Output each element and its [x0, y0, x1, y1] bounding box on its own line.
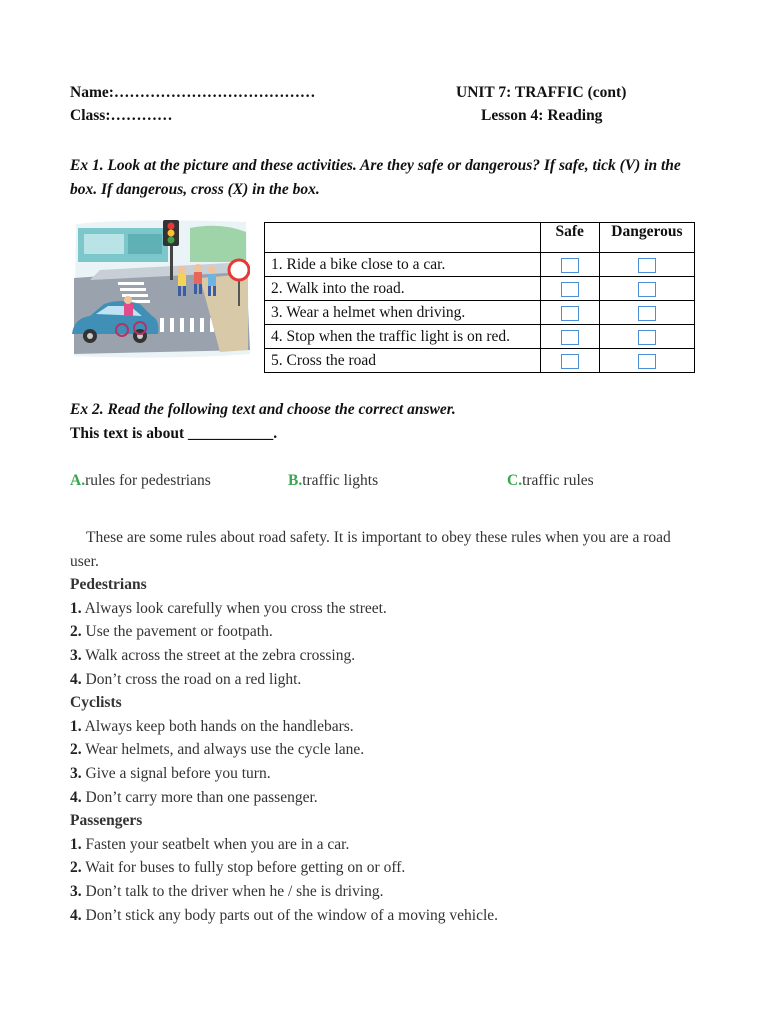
dangerous-checkbox[interactable] — [638, 330, 656, 345]
activity-text: 4. Stop when the traffic light is on red. — [265, 325, 541, 349]
list-item: 1. Always keep both hands on the handlebars. — [70, 717, 354, 735]
option-c[interactable]: C.traffic rules — [507, 472, 594, 489]
activity-text: 1. Ride a bike close to a car. — [265, 253, 541, 277]
safe-checkbox[interactable] — [561, 282, 579, 297]
dangerous-checkbox[interactable] — [638, 354, 656, 369]
header-row-1 — [70, 84, 698, 107]
answer-options — [70, 472, 698, 494]
passage-intro: These are some rules about road safety. It is important to obey these rules when you are a road user. — [70, 529, 671, 570]
list-item: 3. Give a signal before you turn. — [70, 764, 271, 782]
list-item: 2. Wait for buses to fully stop before getting on or off. — [70, 859, 406, 877]
ex2-question: This text is about ___________. — [70, 425, 278, 442]
dangerous-checkbox[interactable] — [638, 258, 656, 273]
list-item: 1. Fasten your seatbelt when you are in a car. — [70, 835, 350, 853]
activity-header — [265, 223, 541, 253]
ex1-instructions: Ex 1. Look at the picture and these activities. Are they safe or dangerous? If safe, tick (V) in the box. If dangerous, cross (X) in the box. — [70, 157, 681, 198]
table-header-row — [265, 223, 695, 253]
lesson-title: Lesson 4: Reading — [481, 107, 603, 124]
name-field-label: Name:………………………………… — [70, 84, 316, 101]
list-item: 1. Always look carefully when you cross the street. — [70, 599, 387, 617]
table-row — [265, 349, 695, 373]
option-b[interactable]: B.traffic lights — [288, 472, 379, 489]
option-a[interactable]: A.rules for pedestrians — [70, 472, 211, 489]
list-item: 4. Don’t carry more than one passenger. — [70, 788, 318, 806]
safe-checkbox[interactable] — [561, 258, 579, 273]
table-row — [265, 277, 695, 301]
worksheet — [70, 84, 698, 927]
traffic-scene-illustration — [70, 218, 250, 360]
safe-checkbox[interactable] — [561, 354, 579, 369]
activity-text: 2. Walk into the road. — [265, 277, 541, 301]
ex2-instructions: Ex 2. Read the following text and choose the correct answer. — [70, 401, 456, 418]
list-item: 3. Walk across the street at the zebra crossing. — [70, 646, 356, 664]
table-row — [265, 253, 695, 277]
list-item: 2. Wear helmets, and always use the cycle lane. — [70, 741, 365, 759]
list-item: 4. Don’t cross the road on a red light. — [70, 670, 302, 688]
class-field-label: Class:………… — [70, 107, 173, 124]
list-item: 2. Use the pavement or footpath. — [70, 623, 273, 641]
dangerous-checkbox[interactable] — [638, 282, 656, 297]
dangerous-checkbox[interactable] — [638, 306, 656, 321]
list-item: 4. Don’t stick any body parts out of the window of a moving vehicle. — [70, 906, 499, 924]
reading-passage — [70, 526, 698, 927]
section-heading-pedestrians: Pedestrians — [70, 576, 147, 594]
activity-text: 5. Cross the road — [265, 349, 541, 373]
safe-checkbox[interactable] — [561, 330, 579, 345]
ex1-body — [70, 218, 698, 394]
activities-table — [264, 222, 695, 373]
table-row — [265, 325, 695, 349]
header-row-2 — [70, 107, 698, 130]
safe-header: Safe — [540, 223, 599, 253]
unit-title: UNIT 7: TRAFFIC (cont) — [456, 84, 627, 101]
dangerous-header: Dangerous — [599, 223, 694, 253]
table-row — [265, 301, 695, 325]
safe-checkbox[interactable] — [561, 306, 579, 321]
section-heading-passengers: Passengers — [70, 812, 143, 830]
list-item: 3. Don’t talk to the driver when he / she is driving. — [70, 882, 384, 900]
activity-text: 3. Wear a helmet when driving. — [265, 301, 541, 325]
section-heading-cyclists: Cyclists — [70, 694, 122, 712]
